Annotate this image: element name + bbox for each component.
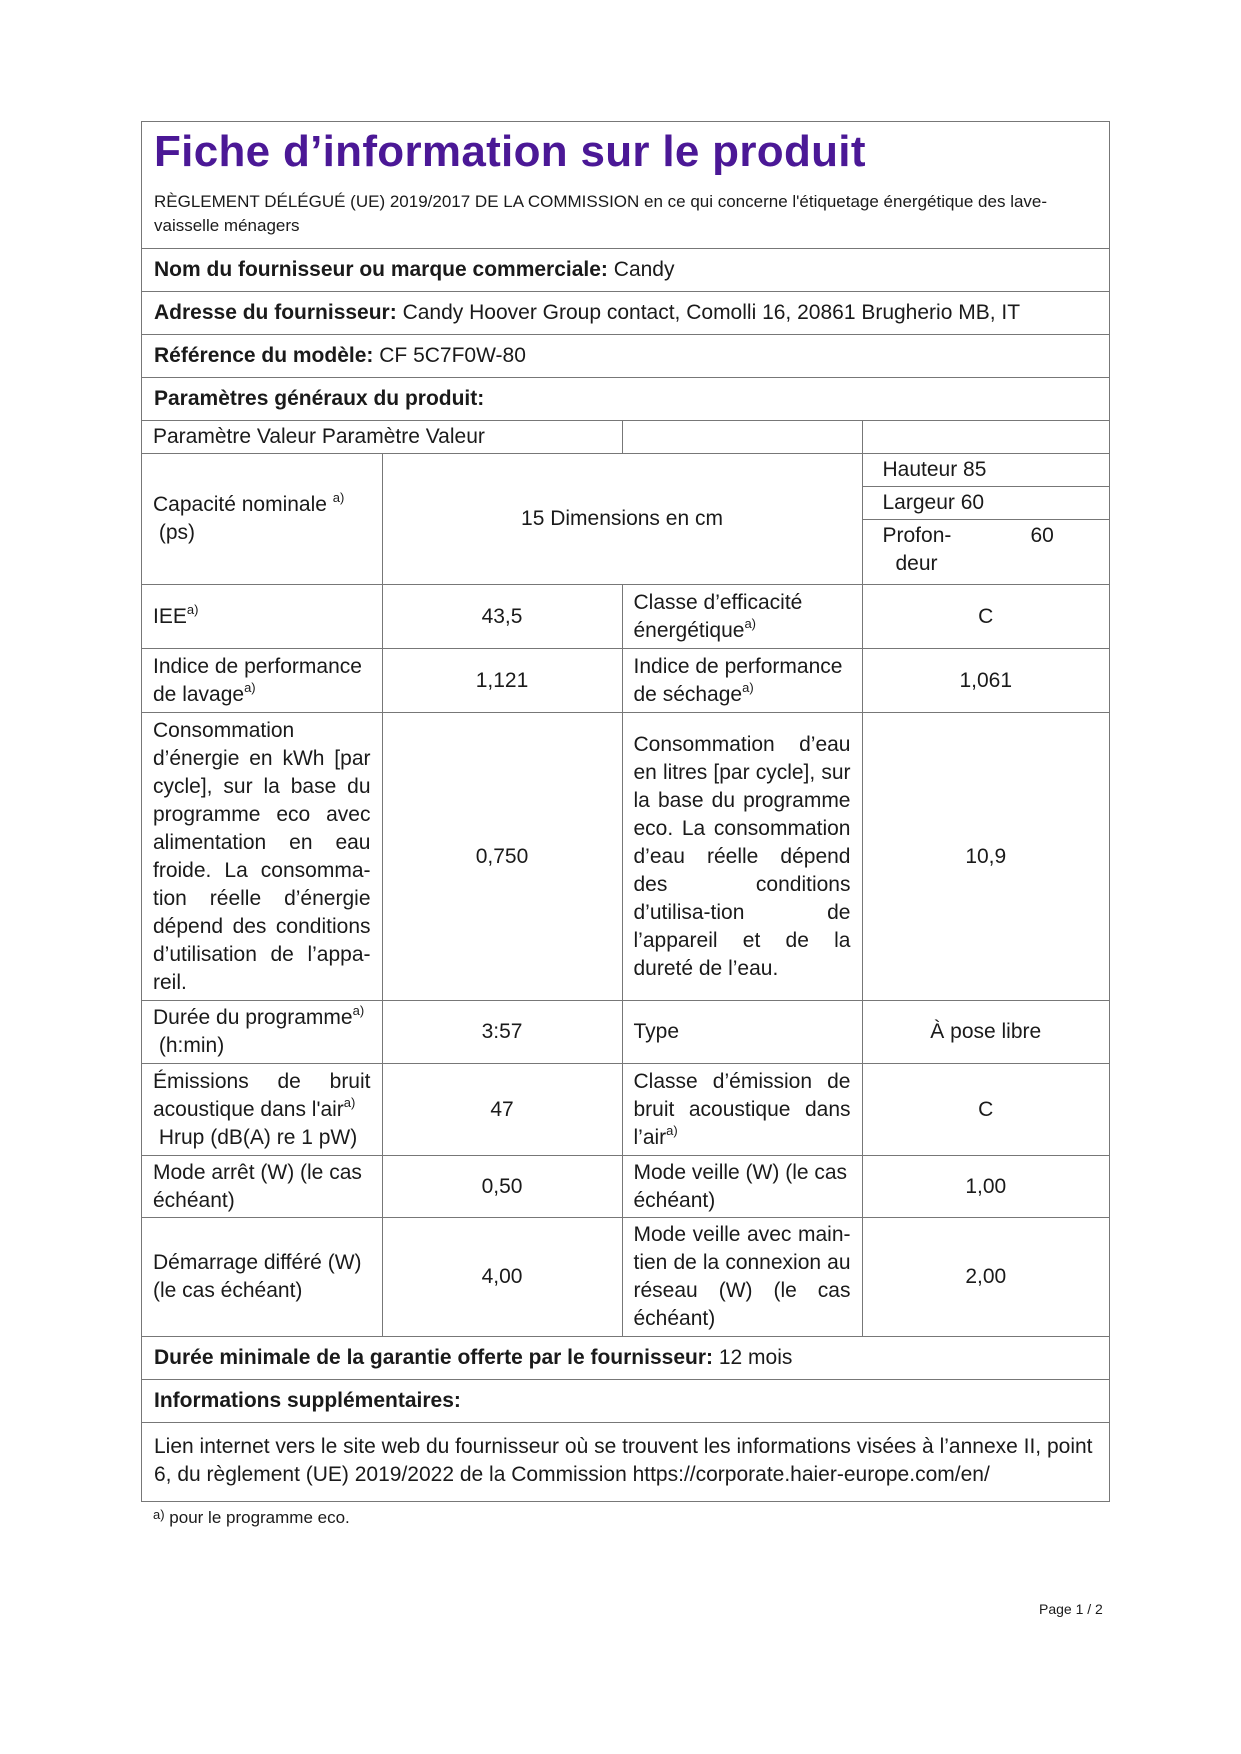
- duration-label-2: (h:min): [158, 1034, 225, 1057]
- iee-value: 43,5: [382, 585, 622, 649]
- address-label: Adresse du fournisseur:: [154, 301, 397, 324]
- energy-class-label-2: énergétique: [633, 618, 745, 642]
- table-row: [142, 1218, 1109, 1336]
- energy-consumption-label: Consommation d’énergie en kWh [par cycle], sur la base du programme eco avec alimentation en eau froide. La consomma-tion réelle d’énergie dépend des conditions d’utilisation de l’appa-reil.: [142, 713, 382, 1001]
- additional-info-label: Informations supplémentaires:: [154, 1388, 461, 1412]
- footnote-text: pour le programme eco.: [169, 1507, 350, 1527]
- water-consumption-value: 10,9: [862, 713, 1109, 1001]
- duration-label-1: Durée du programme: [153, 1006, 353, 1029]
- type-label: Type: [622, 1001, 862, 1064]
- dimension-depth: [863, 520, 1110, 584]
- table-header-row: [142, 421, 1109, 454]
- supplier-value: Candy: [613, 258, 675, 281]
- warranty-value: 12 mois: [718, 1345, 793, 1369]
- general-params-row: [142, 377, 1109, 420]
- noise-label-cell: [142, 1064, 382, 1156]
- params-table: [142, 420, 1109, 1336]
- iee-label: IEE: [153, 604, 187, 628]
- page-number: Page 1 / 2: [1039, 1601, 1103, 1617]
- capacity-unit: (ps): [158, 521, 196, 544]
- model-row: [142, 334, 1109, 377]
- duration-value: 3:57: [382, 1001, 622, 1064]
- model-label: Référence du modèle:: [154, 344, 374, 367]
- noise-value: 47: [382, 1064, 622, 1156]
- additional-info-row: [142, 1379, 1109, 1422]
- table-row: [142, 1001, 1109, 1064]
- energy-class-label-1: Classe d’efficacité: [633, 590, 803, 614]
- dimension-height: Hauteur 85: [863, 454, 1110, 487]
- capacity-value: 15 Dimensions en cm: [382, 454, 862, 585]
- footnote-marker: a): [186, 601, 199, 617]
- duration-label-cell: [142, 1001, 382, 1064]
- footnote: [141, 1508, 1110, 1528]
- off-mode-label: Mode arrêt (W) (le cas échéant): [142, 1156, 382, 1218]
- footnote-marker: a): [343, 1094, 356, 1110]
- wash-label-2: de lavage: [153, 682, 245, 706]
- warranty-label: Durée minimale de la garantie offerte par le fournisseur:: [154, 1345, 713, 1369]
- standby-label: Mode veille (W) (le cas échéant): [622, 1156, 862, 1218]
- supplier-link-text: Lien internet vers le site web du fournisseur où se trouvent les informations visées à l’annexe II, point 6, du règlement (UE) 2019/2022 de la Commission https://corporate.haier-europe.com/en/: [154, 1434, 1093, 1486]
- footnote-marker: a): [153, 1506, 165, 1522]
- address-value: Candy Hoover Group contact, Comolli 16, 20861 Brugherio MB, IT: [402, 301, 1021, 324]
- dry-value: 1,061: [862, 649, 1109, 713]
- address-row: [142, 291, 1109, 334]
- network-standby-label: Mode veille avec main-tien de la connexion au réseau (W) (le cas échéant): [622, 1218, 862, 1336]
- regulation-text: RÈGLEMENT DÉLÉGUÉ (UE) 2019/2017 DE LA COMMISSION en ce qui concerne l'étiquetage énergétique des lave-vaisselle ménagers: [154, 192, 1048, 235]
- link-row: [142, 1422, 1109, 1502]
- off-mode-value: 0,50: [382, 1156, 622, 1218]
- page-title: Fiche d’information sur le produit: [154, 127, 866, 176]
- table-row: [142, 713, 1109, 1001]
- network-standby-value: 2,00: [862, 1218, 1109, 1336]
- footnote-marker: a): [744, 615, 756, 631]
- table-row: [142, 649, 1109, 713]
- noise-label-2: Hrup (dB(A) re 1 pW): [158, 1125, 358, 1149]
- type-value: À pose libre: [862, 1001, 1109, 1064]
- depth-label-1: Profon-: [882, 524, 952, 547]
- noise-class-label-cell: [622, 1064, 862, 1156]
- noise-class-label: Classe d’émission de bruit acoustique dans l’air: [633, 1069, 851, 1149]
- model-value: CF 5C7F0W-80: [379, 344, 526, 367]
- capacity-label-cell: [142, 454, 382, 585]
- dimensions-cell: [862, 454, 1109, 585]
- capacity-label: Capacité nominale: [153, 493, 327, 516]
- wash-value: 1,121: [382, 649, 622, 713]
- depth-value: 60: [1030, 524, 1054, 547]
- table-row: [142, 454, 1109, 585]
- dry-label-2: de séchage: [633, 682, 743, 706]
- supplier-label: Nom du fournisseur ou marque commerciale:: [154, 258, 608, 281]
- table-row: [142, 1156, 1109, 1218]
- delay-start-label: Démarrage différé (W) (le cas échéant): [142, 1218, 382, 1336]
- footnote-marker: a): [666, 1122, 678, 1138]
- delay-start-value: 4,00: [382, 1218, 622, 1336]
- footnote-marker: a): [352, 1003, 365, 1018]
- energy-class-label-cell: [622, 585, 862, 649]
- noise-class-value: C: [862, 1064, 1109, 1156]
- iee-label-cell: [142, 585, 382, 649]
- energy-consumption-value: 0,750: [382, 713, 622, 1001]
- dry-label-1: Indice de performance: [633, 654, 843, 678]
- footnote-marker: a): [244, 679, 256, 695]
- warranty-row: [142, 1336, 1109, 1379]
- wash-label-cell: [142, 649, 382, 713]
- footnote-marker: a): [742, 679, 754, 695]
- noise-label-1: Émissions de bruit acoustique dans l'air: [153, 1069, 371, 1121]
- table-header: Paramètre Valeur Paramètre Valeur: [142, 421, 622, 454]
- dimension-width: Largeur 60: [863, 487, 1110, 520]
- depth-label-2: deur: [895, 552, 938, 575]
- product-info-sheet: [141, 121, 1110, 1528]
- footnote-marker: a): [332, 490, 345, 505]
- dry-label-cell: [622, 649, 862, 713]
- table-row: [142, 1064, 1109, 1156]
- sheet-box: [141, 121, 1110, 1502]
- general-params-label: Paramètres généraux du produit:: [154, 387, 485, 410]
- standby-value: 1,00: [862, 1156, 1109, 1218]
- supplier-row: [142, 248, 1109, 291]
- table-row: [142, 585, 1109, 649]
- wash-label-1: Indice de performance: [153, 654, 362, 678]
- energy-class-value: C: [862, 585, 1109, 649]
- water-consumption-label: Consommation d’eau en litres [par cycle], sur la base du programme eco. La consommation d’eau réelle dépend des conditions d’utilisa-tion de l’appareil et de la dureté de l’eau.: [622, 713, 862, 1001]
